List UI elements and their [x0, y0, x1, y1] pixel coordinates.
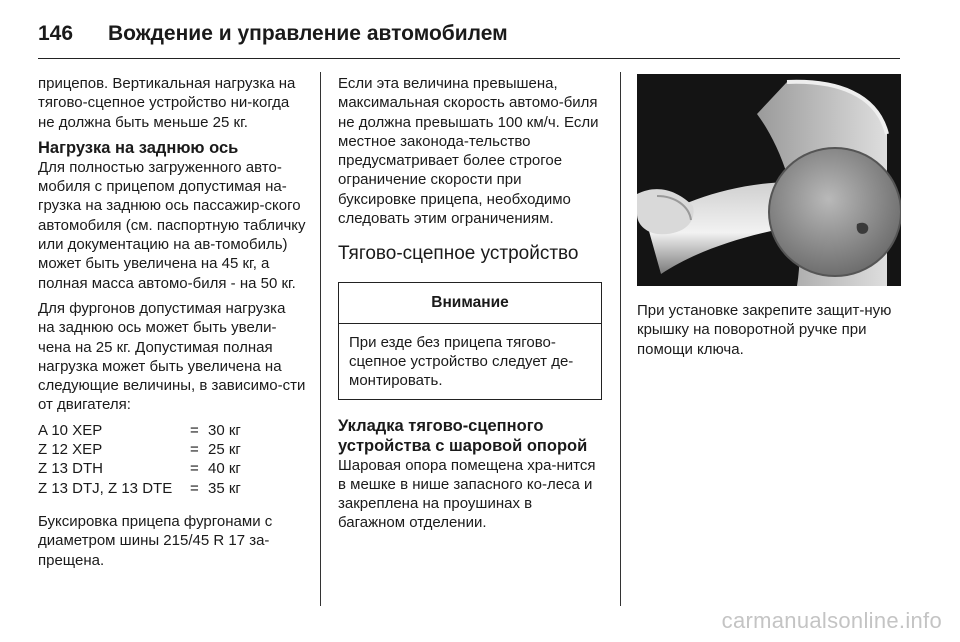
page-number: 146 — [38, 22, 74, 45]
column-divider-2 — [620, 72, 621, 606]
section-heading-towbar: Тягово-сцепное устройство — [338, 243, 579, 265]
paragraph: Для полностью загруженного авто-мобиля с прицепом допустимая на-грузка на заднюю ось пассажир-ского автомобиля (см. паспортную табличку или документацию на ав-томобиль) может быть увеличена на 45 кг, а полная масса автомо-биля - на 50 кг. — [38, 158, 306, 292]
table-row: Z 13 DTJ, Z 13 DTE = 35 кг — [38, 479, 241, 497]
paragraph: Буксировка прицепа фургонами с диаметром шины 215/45 R 17 за-прещена. — [38, 512, 273, 569]
column-2 — [338, 74, 602, 539]
table-row: A 10 XEP = 30 кг — [38, 421, 241, 439]
engine-load-table — [38, 421, 306, 498]
section-heading-rear-axle: Нагрузка на заднюю ось — [38, 138, 239, 157]
warning-box — [338, 282, 602, 399]
page-header — [38, 14, 918, 54]
column-3 — [637, 301, 901, 365]
watermark: carmanualsonline.info — [721, 608, 942, 633]
table-row: Z 12 XEP = 25 кг — [38, 441, 241, 459]
paragraph: Если эта величина превышена, максимальная скорость автомо-биля не должна превышать 100 км/ч. Если местное законода-тельство предусматривает более строгое ограничение скорости при буксировке прицепа, необходимо следовать этим ограничениям. — [338, 75, 599, 228]
paragraph: Для фургонов допустимая нагрузка на заднюю ось может быть увели-чена на 25 кг. Допустимая полная нагрузка может быть увеличена на следующие величины, в зависимо-сти от двигателя: — [38, 299, 306, 414]
paragraph: прицепов. Вертикальная нагрузка на тягово-сцепное устройство ни-когда не должна быть меньше 25 кг. — [38, 75, 296, 131]
column-divider-1 — [320, 72, 321, 606]
section-heading-stowing: Укладка тягово-сцепного устройства с шаровой опорой — [338, 416, 588, 455]
header-divider — [38, 58, 900, 59]
photo-caption: При установке закрепите защит-ную крышку на поворотной ручке при помощи ключа. — [637, 302, 892, 358]
paragraph: Шаровая опора помещена хра-нится в мешке в нише запасного ко-леса и закреплена на проушинах в багажном отделении. — [338, 456, 596, 532]
towbar-cover-illustration — [637, 74, 901, 286]
page-title: Вождение и управление автомобилем — [108, 22, 508, 45]
warning-text: При езде без прицепа тягово-сцепное устройство следует де-монтировать. — [349, 333, 574, 390]
warning-title: Внимание — [339, 283, 601, 323]
towbar-cover-photo — [637, 74, 901, 286]
column-1 — [38, 74, 306, 576]
table-row: Z 13 DTH = 40 кг — [38, 460, 241, 478]
